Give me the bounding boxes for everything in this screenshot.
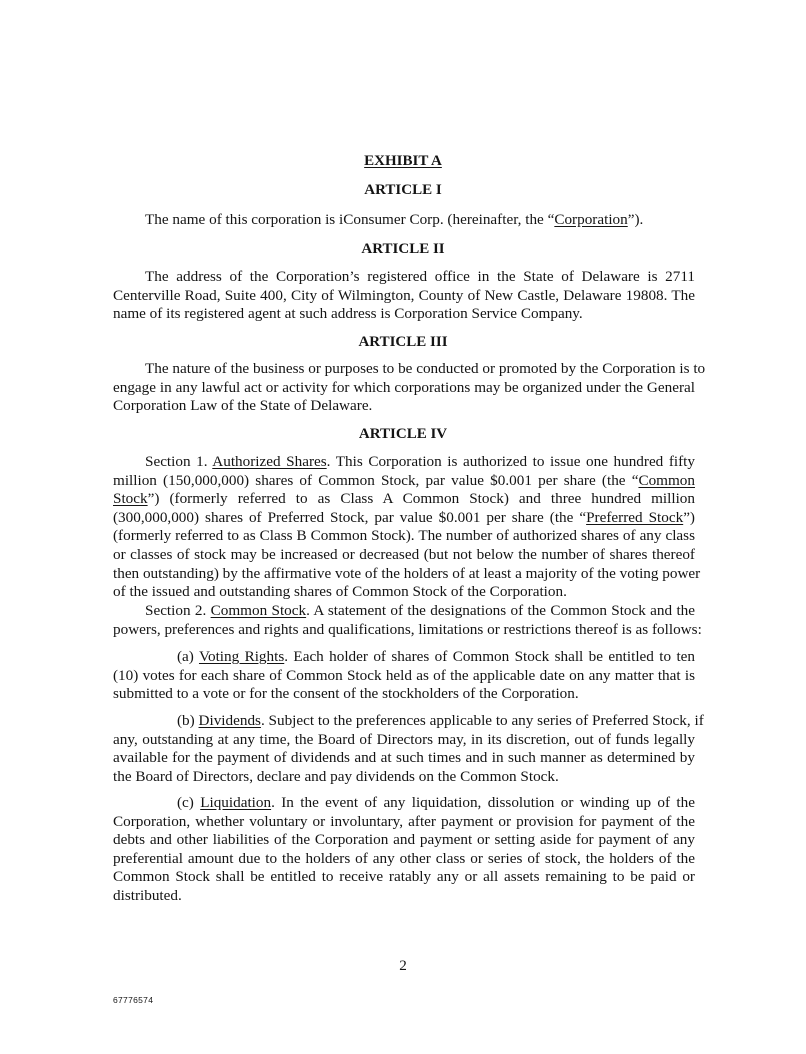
paragraph-line: the Board of Directors, declare and pay dividends on the Common Stock. [113, 767, 559, 785]
subsection-label: (a) [177, 648, 199, 665]
paragraph-line: The address of the Corporation’s registered office in the State of Delaware is 2711 [145, 268, 695, 285]
document-id: 67776574 [113, 995, 154, 1005]
subsection-a-paragraph [113, 648, 695, 704]
paragraph-line: then outstanding) by the affirmative vote of the holders of at least a majority of the voting power [113, 564, 701, 582]
paragraph-line [113, 453, 695, 472]
paragraph-line [113, 509, 695, 528]
paragraph-line: Corporation, whether voluntary or involuntary, after payment or provision for payment of the [113, 812, 695, 830]
paragraph-line: powers, preferences and rights and qualifications, limitations or restrictions thereof is as follows: [113, 620, 702, 638]
paragraph-line: engage in any lawful act or activity for which corporations may be organized under the General [113, 378, 695, 396]
paragraph-line: Corporation Law of the State of Delaware. [113, 397, 373, 415]
defined-term: Common [638, 471, 695, 489]
paragraph-line: of the issued and outstanding shares of Common Stock of the Corporation. [113, 583, 567, 601]
article-1-heading: ARTICLE I [364, 182, 442, 198]
subsection-title: Voting Rights [198, 648, 285, 665]
paragraph-line [113, 794, 695, 813]
article-2-heading: ARTICLE II [361, 241, 445, 257]
text-run: million (150,000,000) shares of Common Stock, par value $0.001 per share (the “ [113, 471, 639, 489]
paragraph-line [113, 472, 695, 491]
section-label: Section 1. [145, 453, 213, 470]
article-3-heading: ARTICLE III [358, 334, 448, 350]
text-run: ”). [627, 211, 644, 228]
paragraph-line: The nature of the business or purposes to be conducted or promoted by the Corporation is to [145, 360, 706, 377]
paragraph-line: submitted to a vote or for the consent of the stockholders of the Corporation. [113, 685, 579, 703]
article-3-paragraph [113, 360, 706, 416]
section-label: Section 2. [145, 602, 211, 619]
section-1-paragraph [113, 453, 701, 602]
paragraph-line [113, 648, 695, 667]
article-1-paragraph [113, 211, 695, 230]
text-run: . This Corporation is authorized to issue one hundred fifty [326, 453, 695, 470]
paragraph-line: Common Stock shall be entitled to receive ratably any or all assets remaining to be paid or [113, 868, 695, 886]
text-run: . Subject to the preferences applicable to any series of Preferred Stock, if [260, 712, 704, 729]
text-run: . In the event of any liquidation, dissolution or winding up of the [271, 794, 695, 811]
paragraph-line: name of its registered agent at such address is Corporation Service Company. [113, 305, 583, 323]
paragraph-line [113, 602, 695, 621]
paragraph-line: preferential amount due to the holders of any other class or series of stock, the holders of the [113, 849, 695, 867]
paragraph-line: any, outstanding at any time, the Board of Directors may, in its discretion, out of funds legally [113, 730, 695, 748]
text-run: The name of this corporation is iConsumer Corp. (hereinafter, the “ [145, 211, 555, 228]
text-run: . Each holder of shares of Common Stock shall be entitled to ten [284, 648, 695, 665]
article-2-paragraph [113, 268, 695, 324]
paragraph-line: (formerly referred to as Class B Common Stock). The number of authorized shares of any class [113, 527, 695, 545]
subsection-title: Liquidation [200, 794, 272, 811]
exhibit-title: EXHIBIT A [364, 153, 442, 169]
text-run: ”) [683, 508, 695, 526]
defined-term: Corporation [554, 211, 628, 228]
article-1-line [113, 211, 695, 230]
paragraph-line: distributed. [113, 886, 182, 904]
paragraph-line: (10) votes for each share of Common Stock held as of the applicable date on any matter that is [113, 666, 695, 684]
paragraph-line: Centerville Road, Suite 400, City of Wilmington, County of New Castle, Delaware 19808. The [113, 286, 695, 304]
paragraph-line: debts and other liabilities of the Corporation and payment or setting aside for payment of any [113, 831, 695, 849]
paragraph-line: available for the payment of dividends and at such times and in such manner as determined by [113, 749, 695, 767]
text-run: (300,000,000) shares of Preferred Stock, par value $0.001 per share (the “ [113, 508, 587, 526]
subsection-c-paragraph [113, 794, 695, 906]
section-2-paragraph [113, 602, 702, 639]
paragraph-line [113, 490, 695, 509]
subsection-label: (b) [177, 712, 199, 729]
page-number: 2 [399, 957, 407, 974]
subsection-b-paragraph [113, 712, 704, 786]
subsection-label: (c) [177, 794, 201, 811]
paragraph-line: or classes of stock may be increased or decreased (but not below the number of shares thereof [113, 545, 695, 563]
section-title: Common Stock [210, 602, 307, 619]
article-4-heading: ARTICLE IV [358, 426, 448, 442]
subsection-title: Dividends [198, 712, 261, 729]
text-run: ”) (formerly referred to as Class A Common Stock) and three hundred million [147, 490, 695, 508]
defined-term: Preferred Stock [586, 508, 684, 526]
defined-term: Stock [113, 490, 148, 508]
section-title: Authorized Shares [212, 453, 327, 470]
text-run: . A statement of the designations of the Common Stock and the [306, 602, 695, 619]
paragraph-line [113, 712, 704, 731]
